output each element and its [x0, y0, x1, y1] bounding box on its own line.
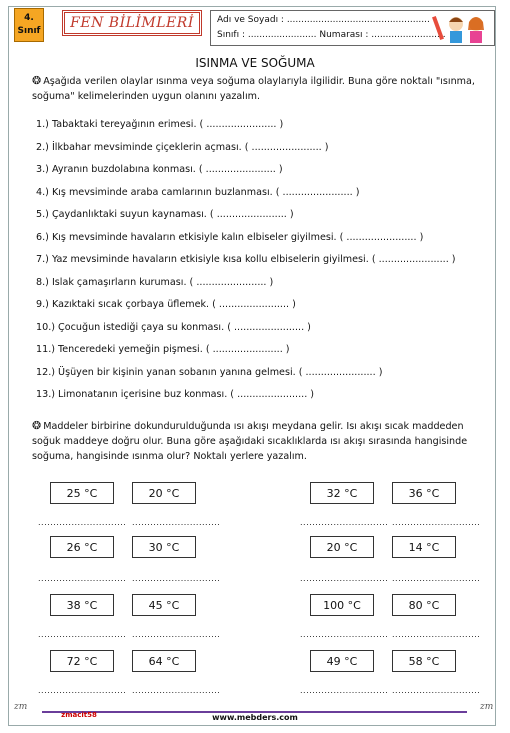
author-badge: zmacit58	[61, 711, 97, 719]
question-item: 8.) Islak çamaşırların kuruması. ( ....................... )	[36, 276, 274, 288]
temperature-box: 14 °C	[392, 536, 456, 558]
temperature-box: 100 °C	[310, 594, 374, 616]
temperature-box: 20 °C	[310, 536, 374, 558]
question-item: 7.) Yaz mevsiminde havaların etkisiyle kısa kollu elbiselerin giyilmesi. ( ....................... )	[36, 254, 456, 265]
question-list	[36, 118, 486, 411]
temperature-box: 64 °C	[132, 650, 196, 672]
question-item: 1.) Tabaktaki tereyağının erimesi. ( ....................... )	[36, 119, 284, 130]
temperature-box: 26 °C	[50, 536, 114, 558]
answer-line-right[interactable]: .............................	[132, 686, 221, 695]
site-link[interactable]: www.mebders.com	[212, 713, 298, 722]
answer-line-right[interactable]: .............................	[392, 574, 481, 583]
temperature-box: 38 °C	[50, 594, 114, 616]
temperature-box: 25 °C	[50, 482, 114, 504]
temperature-box: 32 °C	[310, 482, 374, 504]
question-item: 13.) Limonatanın içerisine buz konması. ( ....................... )	[36, 389, 315, 400]
answer-line-right[interactable]: .............................	[132, 574, 221, 583]
section1-text: Aşağıda verilen olaylar ısınma veya soğuma olaylarıyla ilgilidir. Buna göre noktalı "ısınma, soğuma" kelimelerinden uygun olanını yazalım.	[32, 76, 475, 102]
temperature-box: 45 °C	[132, 594, 196, 616]
subject-title: FEN BİLİMLERİ	[62, 10, 202, 36]
question-item: 2.) İlkbahar mevsiminde çiçeklerin açması. ( ....................... )	[36, 141, 329, 153]
answer-line-left[interactable]: .............................	[300, 686, 389, 695]
question-item: 5.) Çaydanlıktaki suyun kaynaması. ( ....................... )	[36, 209, 294, 220]
temperature-box: 20 °C	[132, 482, 196, 504]
temperature-box: 36 °C	[392, 482, 456, 504]
temperature-box: 80 °C	[392, 594, 456, 616]
question-item: 3.) Ayranın buzdolabına konması. ( ....................... )	[36, 164, 283, 175]
name-field[interactable]: Adı ve Soyadı : ..................................................	[217, 15, 430, 25]
grade-number: 4.	[24, 13, 34, 23]
question-item: 4.) Kış mevsiminde araba camlarının buzlanması. ( ....................... )	[36, 186, 360, 198]
section2-text: Maddeler birbirine dokundurulduğunda ısı akışı meydana gelir. Isı akışı sıcak maddeden soğuk maddeye doğru olur. Buna göre aşağıdaki sıcaklıklarda ısı akışı sırasında hangisinde soğuma, hangisinde ısınma olur? Noktalı yerlere yazalım.	[32, 421, 468, 462]
question-item: 12.) Üşüyen bir kişinin yanan sobanın yanına gelmesi. ( ....................... )	[36, 366, 383, 378]
sun-bullet-icon: ❂	[32, 419, 42, 432]
kids-illustration-icon	[432, 10, 494, 46]
question-item: 6.) Kış mevsiminde havaların etkisiyle kalın elbiseler giyilmesi. ( ....................... )	[36, 231, 424, 243]
answer-line-right[interactable]: .............................	[132, 518, 221, 527]
question-item: 9.) Kazıktaki sıcak çorbaya üflemek. ( ....................... )	[36, 299, 296, 310]
temperature-box: 58 °C	[392, 650, 456, 672]
answer-line-left[interactable]: .............................	[300, 574, 389, 583]
zm-logo-right: zm	[480, 702, 494, 712]
answer-line-right[interactable]: .............................	[392, 686, 481, 695]
page-title: ISINMA VE SOĞUMA	[195, 56, 315, 70]
sun-bullet-icon: ❂	[32, 74, 42, 87]
temperature-box: 72 °C	[50, 650, 114, 672]
answer-line-right[interactable]: .............................	[392, 518, 481, 527]
answer-line-right[interactable]: .............................	[392, 630, 481, 639]
answer-line-right[interactable]: .............................	[132, 630, 221, 639]
temperature-box: 49 °C	[310, 650, 374, 672]
question-item: 11.) Tenceredeki yemeğin pişmesi. ( ....................... )	[36, 344, 290, 355]
grade-word: Sınıf	[17, 26, 41, 36]
answer-line-left[interactable]: .............................	[38, 686, 127, 695]
answer-line-left[interactable]: .............................	[300, 518, 389, 527]
question-item: 10.) Çocuğun istediği çaya su konması. ( ....................... )	[36, 321, 311, 333]
section2-instruction	[32, 418, 480, 464]
answer-line-left[interactable]: .............................	[38, 518, 127, 527]
zm-logo-left: zm	[14, 702, 28, 712]
temperature-box: 30 °C	[132, 536, 196, 558]
section1-instruction	[32, 73, 480, 104]
grade-badge	[14, 8, 44, 42]
answer-line-left[interactable]: .............................	[300, 630, 389, 639]
answer-line-left[interactable]: .............................	[38, 630, 127, 639]
class-number-field[interactable]: Sınıfı : ........................ Numarası : ..........................	[217, 30, 446, 40]
answer-line-left[interactable]: .............................	[38, 574, 127, 583]
